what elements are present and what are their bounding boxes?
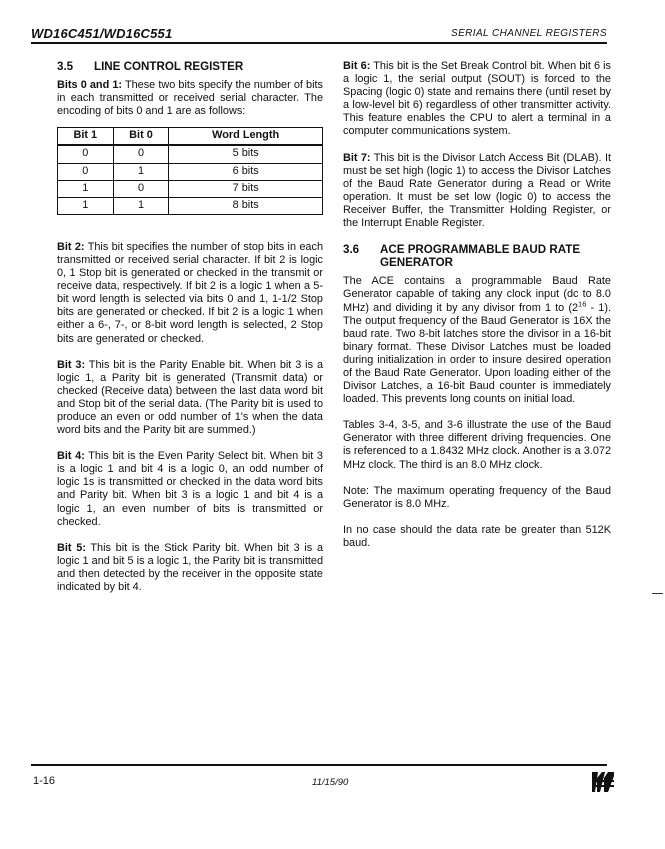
left-column [57, 60, 323, 607]
paragraph-text: This bit is the Set Break Control bit. When bit 6 is a logic 1, the serial output (SOUT) is forced to the Spacing (logic 0) state and remains there (until reset by a low-level bit 6) regardless of other transmitter activity. This feature enables the CPU to alert a terminal in a computer communications system. [343, 60, 611, 138]
paragraph-lead: Bit 2: [57, 240, 85, 253]
paragraph-bits-0-1 [57, 79, 323, 118]
table-header-row [58, 128, 323, 146]
wd-logo-icon [592, 772, 614, 792]
table-cell: 1 [58, 180, 114, 197]
section-number: 3.5 [57, 60, 74, 73]
paragraph-baud-generator [343, 275, 611, 406]
section-title: ACE PROGRAMMABLE BAUD RATE GENERATOR [380, 243, 581, 270]
paragraph-lead: Bit 6: [343, 60, 371, 72]
header-section-title: SERIAL CHANNEL REGISTERS [451, 28, 607, 39]
header-rule [31, 42, 607, 44]
paragraph-bit-2 [57, 241, 323, 346]
table-header-cell: Bit 0 [113, 128, 169, 146]
table-cell: 5 bits [169, 145, 323, 163]
table-row [58, 163, 323, 180]
paragraph-note: Note: The maximum operating frequency of the Baud Generator is 8.0 MHz. [343, 484, 611, 510]
table-header-cell: Bit 1 [58, 128, 114, 146]
table-header-cell: Word Length [169, 128, 323, 146]
table-row [58, 197, 323, 214]
paragraph-text: The ACE contains a programmable Baud Rate Generator capable of taking any clock input (dc to 8.0 MHz) and dividing it by any divisor from 1 to (2 [343, 275, 611, 314]
table-cell: 0 [58, 145, 114, 163]
paragraph-text: This bit is the Even Parity Select bit. When bit 3 is a logic 1 and bit 4 is a logic 0, an odd number of logic 1s is transmitted or checked in the data word bits and Parity bit. When bit 3 is a logic 1 and bit 4 is a logic 1, an even number of bits is transmitted or checked. [57, 450, 323, 528]
word-length-table [57, 127, 323, 214]
paragraph-text: - 1). The output frequency of the Baud Generator is 16X the baud rate. Two 8-bit latches store the divisor in a 16-bit binary format. These Divisor Latches must be loaded during initialization in order to insure desired operation of the Baud Rate Generator. Upon loading either of the Divisor Latches, a 16-bit Baud counter is immediately loaded. This prevents long counts on initial load. [343, 301, 611, 406]
paragraph-text: This bit is the Stick Parity bit. When bit 3 is a logic 1 and bit 5 is a logic 1, the Parity bit is transmitted and then detected by the receiver in the opposite state indicated by bit 4. [57, 541, 324, 593]
table-cell: 0 [113, 180, 169, 197]
paragraph-text: This bit is the Parity Enable bit. When bit 3 is a logic 1, a Parity bit is generated (Transmit data) or checked (Receive data) between the last data word bit and Stop bit of the serial data. (The Parity bit is used to produce an even or odd number of 1's when the data word bits and the Parity bit are summed.) [57, 358, 323, 437]
paragraph-baud-tables: Tables 3-4, 3-5, and 3-6 illustrate the use of the Baud Generator with three different driving frequencies. One is referenced to a 1.8432 MHz clock. Another is a 3.072 MHz clock. The third is an 8.0 MHz clock. [343, 419, 611, 471]
paragraph-lead: Bits 0 and 1: [57, 79, 123, 92]
page-number: 1-16 [33, 775, 56, 787]
table-row [58, 180, 323, 197]
paragraph-text: This bit is the Divisor Latch Access Bit (DLAB). It must be set high (logic 1) to access the Divisor Latches of the Baud Rate Generator during a Read or Write operation. It must be set low (logic 0) to access the Receiver Buffer, the Transmitter Holding Register, or the Interrupt Enable Register. [343, 151, 611, 230]
paragraph-lead: Bit 4: [57, 450, 85, 463]
table-cell: 8 bits [169, 197, 323, 214]
paragraph-text: This bit specifies the number of stop bits in each transmitted or received serial character. If bit 2 is logic 0, 1 Stop bit is generated or checked in the transmit or receive data, respectively. If bit 2 is a logic 1 when a 5-bit word length is selected via bits 0 and 1, 1-1/2 Stop bits are generated or checked. If bit 2 is a logic 1 when either a 6-, 7-, or 8-bit word length is selected, 2 Stop bits are generated or checked. [57, 240, 323, 345]
footer-rule [31, 764, 607, 766]
table-cell: 0 [113, 145, 169, 163]
paragraph-lead: Bit 5: [57, 541, 86, 554]
table-row [58, 145, 323, 163]
table-cell: 1 [113, 197, 169, 214]
section-number: 3.6 [343, 243, 360, 257]
table-cell: 0 [58, 163, 114, 180]
section-3-6-heading [343, 243, 611, 269]
paragraph-data-rate: In no case should the data rate be greater than 512K baud. [343, 523, 611, 549]
section-title: LINE CONTROL REGISTER [94, 60, 244, 73]
paragraph-bit-3 [57, 359, 323, 438]
paragraph-bit-6 [343, 60, 611, 139]
header-part-number: WD16C451/WD16C551 [31, 26, 173, 41]
paragraph-bit-5 [57, 542, 323, 594]
table-cell: 6 bits [169, 163, 323, 180]
superscript: 16 [578, 298, 587, 308]
paragraph-bit-7 [343, 152, 611, 231]
right-column [343, 60, 611, 563]
paragraph-text: These two bits specify the number of bits in each transmitted or received serial character. The encoding of bits 0 and 1 are as follows: [57, 79, 323, 118]
paragraph-bit-4 [57, 450, 323, 529]
table-cell: 1 [113, 163, 169, 180]
section-3-5-heading [57, 60, 323, 73]
margin-mark [652, 593, 663, 594]
table-cell: 7 bits [169, 180, 323, 197]
table-cell: 1 [58, 197, 114, 214]
paragraph-lead: Bit 7: [343, 151, 371, 164]
footer-date: 11/15/90 [312, 777, 349, 788]
paragraph-lead: Bit 3: [57, 358, 86, 371]
